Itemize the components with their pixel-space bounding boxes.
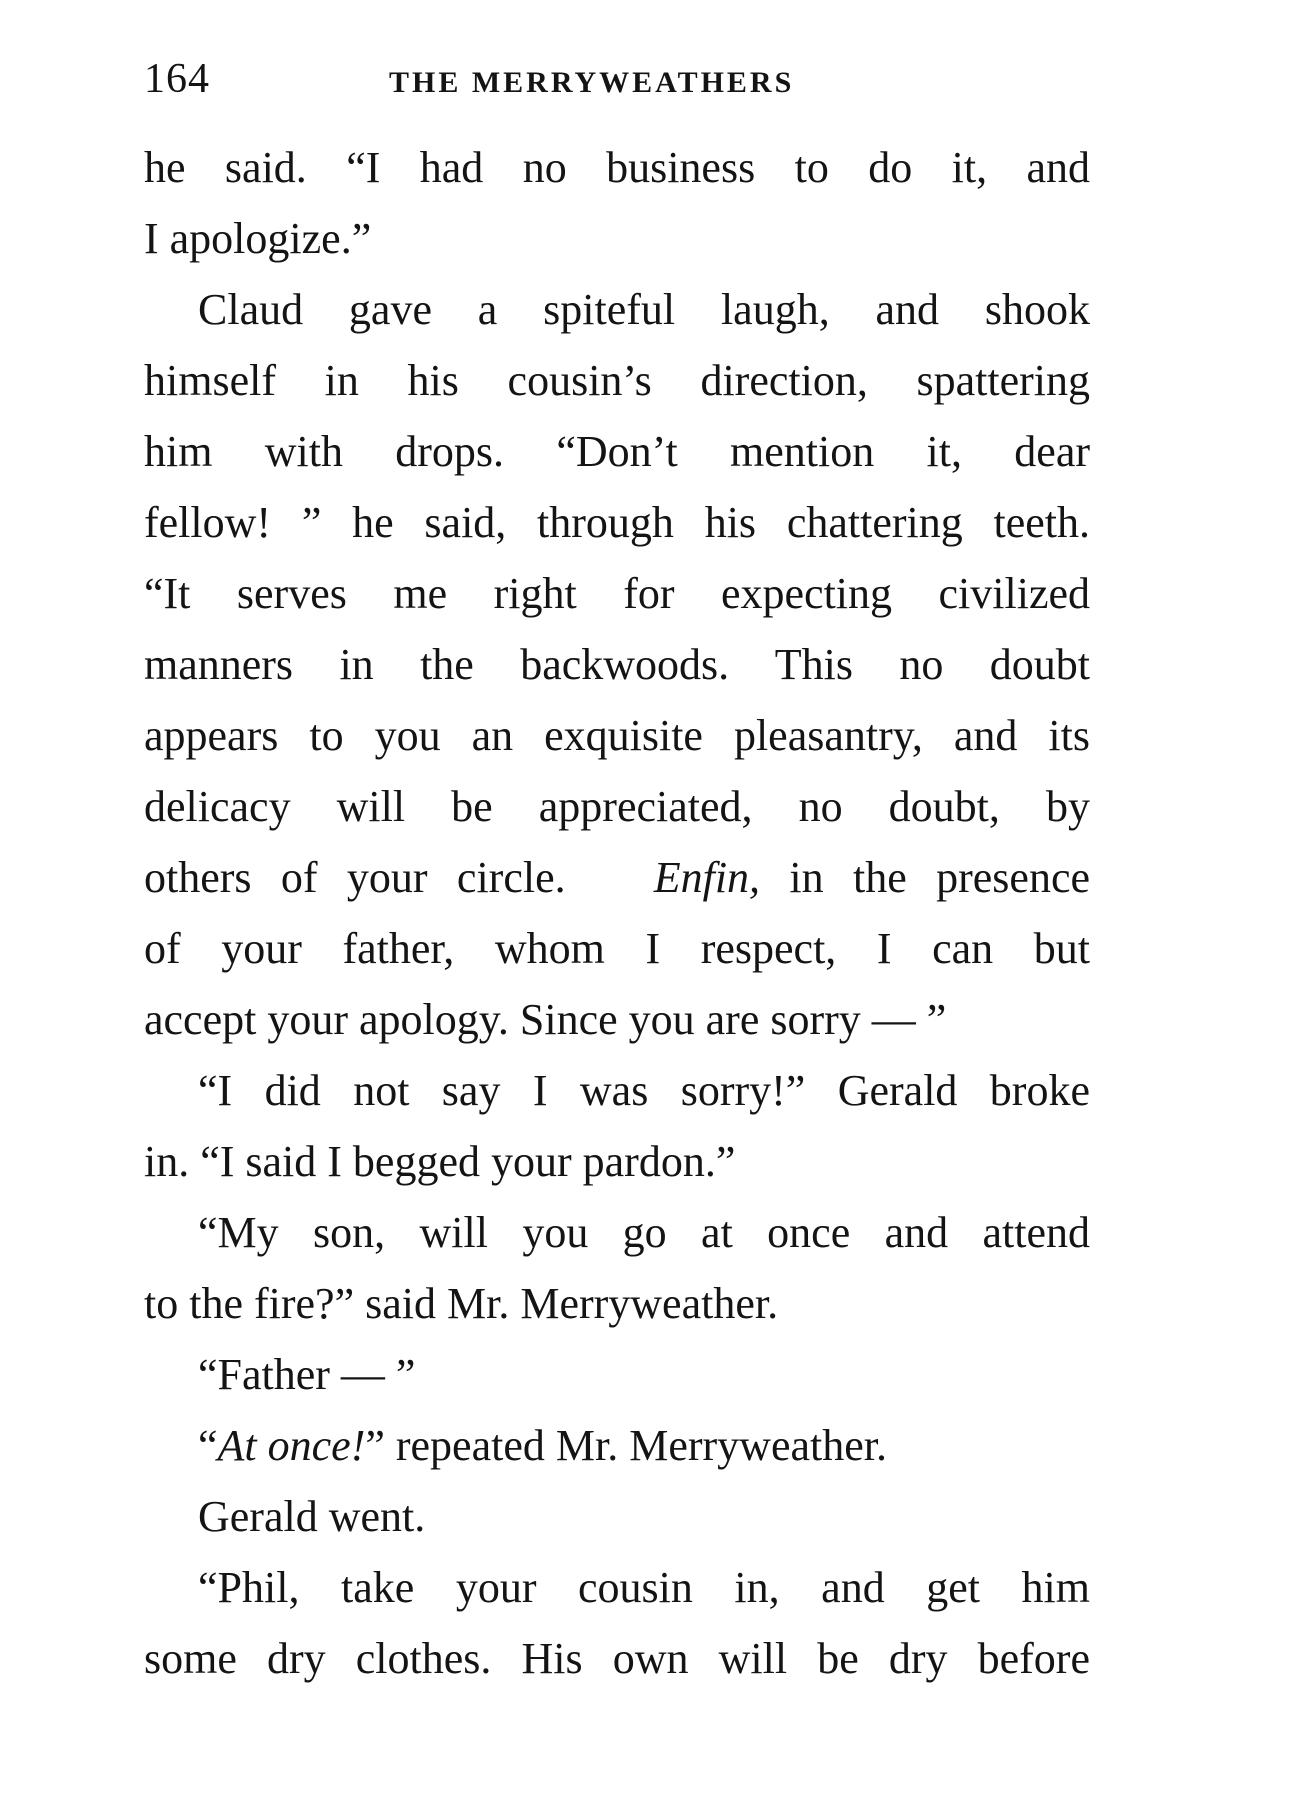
text-segment: others of your circle. xyxy=(144,853,566,902)
text-line: accept your apology. Since you are sorry — ” xyxy=(144,995,947,1044)
text-line: Gerald went. xyxy=(198,1492,426,1541)
text-line: “I did not say I was sorry!” Gerald broke xyxy=(198,1066,1090,1115)
text-line: in. “I said I begged your pardon.” xyxy=(144,1137,736,1186)
text-line: I apologize.” xyxy=(144,214,372,263)
text-line: fellow! ” he said, through his chattering teeth. xyxy=(144,498,1090,547)
running-title: THE MERRYWEATHERS xyxy=(389,66,795,99)
body-text xyxy=(144,132,1090,1694)
text-line: of your father, whom I respect, I can but xyxy=(144,924,1090,973)
text-line: delicacy will be appreciated, no doubt, by xyxy=(144,782,1090,831)
page-number: 164 xyxy=(144,56,210,102)
text-line: himself in his cousin’s direction, spattering xyxy=(144,356,1090,405)
text-line: to the fire?” said Mr. Merryweather. xyxy=(144,1279,779,1328)
text-segment: “ xyxy=(198,1421,218,1470)
text-line: “My son, will you go at once and attend xyxy=(198,1208,1090,1257)
text-line: manners in the backwoods. This no doubt xyxy=(144,640,1090,689)
italic-word: Enfin, xyxy=(653,853,761,902)
text-line-mixed xyxy=(144,842,1090,913)
running-head xyxy=(144,44,1104,114)
text-line: he said. “I had no business to do it, and xyxy=(144,143,1090,192)
text-segment: in the presence xyxy=(760,853,1091,902)
text-line: Claud gave a spiteful laugh, and shook xyxy=(198,285,1090,334)
text-line: “Phil, take your cousin in, and get him xyxy=(198,1563,1090,1612)
text-line: “Father — ” xyxy=(198,1350,416,1399)
text-line: him with drops. “Don’t mention it, dear xyxy=(144,427,1090,476)
italic-phrase: At once! xyxy=(217,1421,366,1470)
text-line-mixed xyxy=(144,1410,1090,1481)
text-segment: ” repeated Mr. Merryweather. xyxy=(365,1421,887,1470)
text-line: some dry clothes. His own will be dry before xyxy=(144,1634,1090,1683)
text-line: “It serves me right for expecting civilized xyxy=(144,569,1090,618)
text-line: appears to you an exquisite pleasantry, and its xyxy=(144,711,1090,760)
